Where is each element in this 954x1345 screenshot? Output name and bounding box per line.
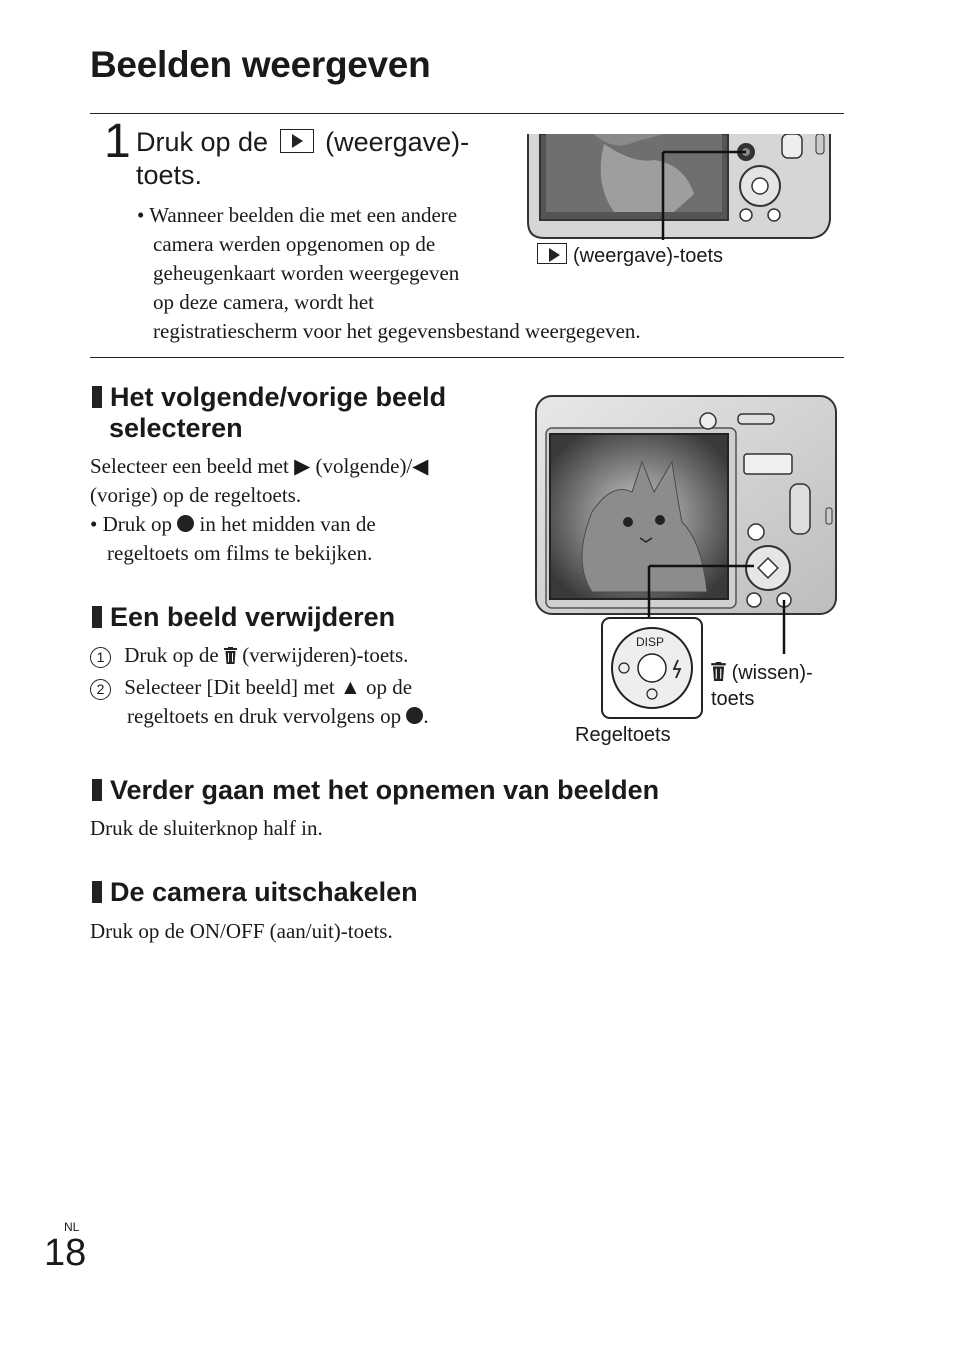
- section-text-next-prev: [90, 452, 428, 568]
- disp-label: DISP: [636, 635, 665, 649]
- section-heading-delete: [92, 602, 395, 633]
- heading-line: Het volgende/vorige beeld: [110, 382, 447, 412]
- language-code: NL: [64, 1220, 80, 1234]
- section-marker: [92, 779, 102, 801]
- playback-label-text: (weergave)-toets: [573, 245, 724, 267]
- step-divider: [90, 357, 844, 358]
- delete-button-label: [711, 660, 813, 712]
- section-marker: [92, 386, 102, 408]
- section-text-delete: [90, 641, 429, 731]
- step-heading-before: Druk op de: [136, 127, 269, 157]
- label-text: toets: [711, 688, 755, 710]
- step-heading-after: (weergave)-: [325, 127, 470, 157]
- text-fragment: Selecteer [Dit beeld] met: [124, 675, 335, 699]
- step-heading: [136, 126, 469, 192]
- text-fragment: Selecteer een beeld met: [90, 454, 289, 478]
- trash-icon: [224, 647, 237, 664]
- trash-icon: [711, 662, 726, 681]
- top-divider: [90, 113, 844, 114]
- section-text-off: Druk op de ON/OFF (aan/uit)-toets.: [90, 919, 393, 943]
- text-fragment: regeltoets om films te bekijken.: [107, 541, 373, 565]
- heading-text: Verder gaan met het opnemen van beelden: [110, 775, 660, 805]
- play-icon: [537, 243, 567, 264]
- text-fragment: (volgende)/: [315, 454, 413, 478]
- playback-button-label: [537, 243, 723, 269]
- section-marker: [92, 606, 102, 628]
- note-line: geheugenkaart worden weergegeven: [153, 261, 460, 285]
- step-circle-number: 2: [90, 679, 111, 700]
- play-icon: [280, 129, 314, 153]
- center-button-icon: [177, 515, 194, 532]
- label-text: (wissen)-: [731, 662, 813, 684]
- step-circle-number: 1: [90, 647, 111, 668]
- note-line: registratiescherm voor het gegevensbestand weergegeven.: [153, 319, 641, 343]
- step-number: 1: [104, 115, 131, 168]
- note-line: op deze camera, wordt het: [153, 290, 374, 314]
- up-arrow-icon: ▲: [339, 675, 361, 699]
- heading-text: De camera uitschakelen: [110, 877, 418, 907]
- left-arrow-icon: ◀: [412, 454, 429, 478]
- note-line: • Wanneer beelden die met een andere: [137, 203, 458, 227]
- text-fragment: regeltoets en druk vervolgens op: [127, 704, 402, 728]
- heading-line: selecteren: [109, 413, 243, 443]
- section-heading-next-prev: [92, 382, 446, 444]
- text-fragment: in het midden van de: [199, 512, 376, 536]
- text-fragment: (verwijderen)-toets.: [242, 643, 409, 667]
- text-fragment: Druk op de: [124, 643, 219, 667]
- center-button-icon: [406, 707, 423, 724]
- text-fragment: op de: [366, 675, 413, 699]
- right-arrow-icon: ▶: [294, 454, 311, 478]
- text-fragment: • Druk op: [90, 512, 173, 536]
- text-fragment: .: [423, 704, 429, 728]
- page-number: 18: [44, 1232, 87, 1274]
- control-button-label: Regeltoets: [575, 724, 671, 746]
- page-title: Beelden weergeven: [90, 44, 431, 85]
- text-fragment: (vorige) op de regeltoets.: [90, 483, 302, 507]
- heading-text: Een beeld verwijderen: [110, 602, 396, 632]
- section-marker: [92, 881, 102, 903]
- section-text-continue: Druk de sluiterknop half in.: [90, 816, 323, 840]
- camera-back-top-figure: [524, 134, 834, 242]
- step-heading-line2: toets.: [136, 160, 203, 190]
- section-heading-off: [92, 877, 418, 908]
- note-line: camera werden opgenomen op de: [153, 232, 436, 256]
- section-heading-continue: [92, 775, 659, 806]
